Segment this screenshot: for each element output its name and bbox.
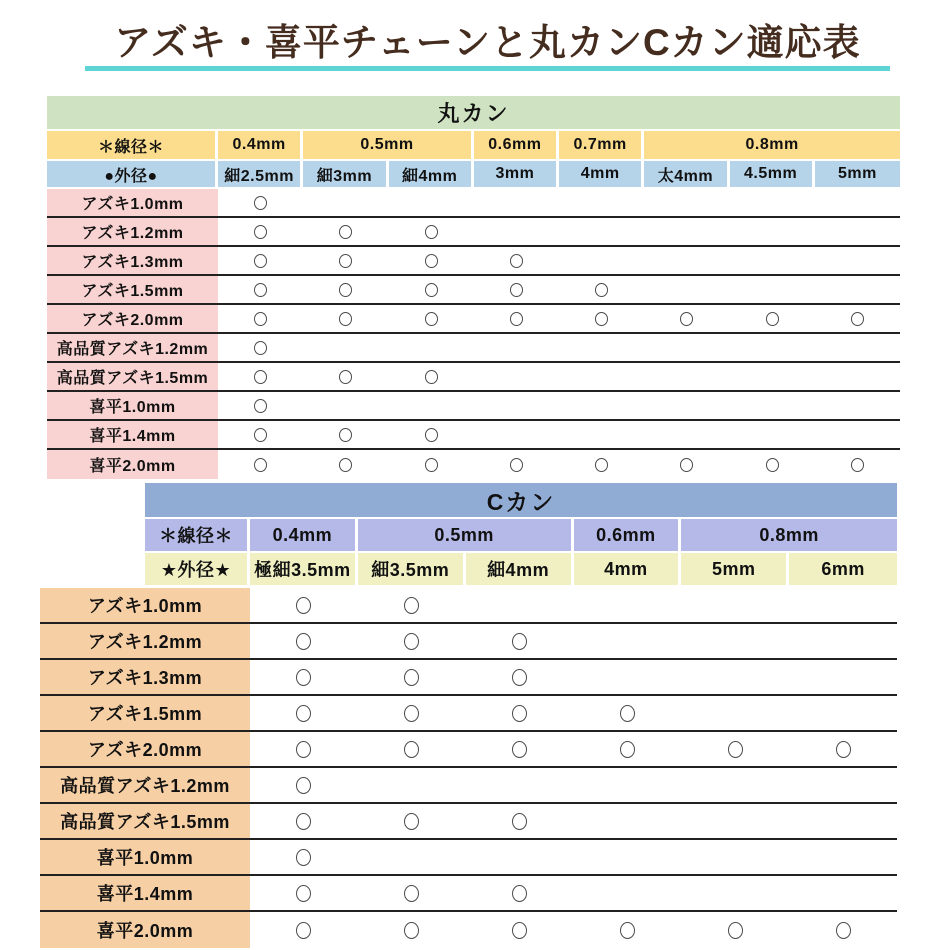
- mark-cell: [466, 732, 574, 766]
- row-label: 高品質アズキ1.5mm: [40, 804, 250, 838]
- compatible-circle-mark: [339, 458, 352, 472]
- mark-cell: [574, 588, 682, 622]
- mark-cell: [681, 840, 789, 874]
- mark-cell: [474, 305, 559, 332]
- mark-cell: [389, 276, 474, 303]
- mark-cell: [681, 624, 789, 658]
- compatible-circle-mark: [339, 225, 352, 239]
- compatible-circle-mark: [254, 399, 267, 413]
- table-row: [47, 218, 900, 247]
- mark-cell: [789, 660, 897, 694]
- mark-cell: [815, 305, 900, 332]
- mark-cell: [559, 363, 644, 390]
- page-title: アズキ・喜平チェーンと丸カンCカン適応表: [114, 22, 861, 63]
- wire-diameter-header: ＊線径＊: [47, 131, 215, 159]
- mark-cell: [789, 768, 897, 802]
- table-row: [47, 334, 900, 363]
- mark-cell: [559, 334, 644, 361]
- mark-cell: [474, 363, 559, 390]
- mark-cell: [789, 588, 897, 622]
- compatible-circle-mark: [512, 633, 527, 650]
- row-label: アズキ1.5mm: [40, 696, 250, 730]
- compatible-circle-mark: [766, 458, 779, 472]
- table-row: [40, 804, 897, 840]
- compatible-circle-mark: [296, 849, 311, 866]
- wire-diameter-value: 0.4mm: [218, 131, 300, 159]
- mark-cell: [789, 696, 897, 730]
- mark-cell: [250, 768, 358, 802]
- mark-cell: [218, 334, 303, 361]
- mark-cell: [559, 247, 644, 274]
- compatible-circle-mark: [296, 813, 311, 830]
- compatible-circle-mark: [404, 885, 419, 902]
- compatible-circle-mark: [296, 741, 311, 758]
- compatible-circle-mark: [425, 225, 438, 239]
- mark-cell: [815, 189, 900, 216]
- row-label: 喜平1.4mm: [40, 876, 250, 910]
- mark-cell: [466, 912, 574, 948]
- ckan-table-header: [145, 483, 897, 587]
- row-label: アズキ1.2mm: [40, 624, 250, 658]
- wire-diameter-value: 0.5mm: [303, 131, 471, 159]
- compatible-circle-mark: [680, 458, 693, 472]
- mark-cell: [303, 276, 388, 303]
- compatible-circle-mark: [339, 428, 352, 442]
- mark-cell: [574, 660, 682, 694]
- wire-diameter-header: ＊線径＊: [145, 519, 247, 551]
- compatible-circle-mark: [510, 254, 523, 268]
- mark-cell: [730, 363, 815, 390]
- row-label: アズキ1.3mm: [47, 247, 218, 274]
- outer-diameter-value: 細4mm: [389, 161, 471, 187]
- mark-cell: [466, 624, 574, 658]
- mark-cell: [644, 305, 729, 332]
- ckan-table-body: [40, 588, 897, 948]
- wire-diameter-value: 0.5mm: [358, 519, 571, 551]
- ckan-table-title: Cカン: [145, 483, 897, 517]
- ckan-wire-diameter-row: [145, 519, 897, 551]
- compatible-circle-mark: [836, 741, 851, 758]
- row-label: アズキ1.3mm: [40, 660, 250, 694]
- mark-cell: [815, 392, 900, 419]
- mark-cell: [815, 363, 900, 390]
- mark-cell: [250, 912, 358, 948]
- outer-diameter-value: 太4mm: [644, 161, 726, 187]
- row-label: アズキ1.5mm: [47, 276, 218, 303]
- table-row: [47, 276, 900, 305]
- compatible-circle-mark: [512, 885, 527, 902]
- mark-cell: [358, 624, 466, 658]
- mark-cell: [681, 876, 789, 910]
- mark-cell: [681, 912, 789, 948]
- outer-diameter-value: 極細3.5mm: [250, 553, 355, 585]
- mark-cell: [681, 696, 789, 730]
- mark-cell: [389, 421, 474, 448]
- mark-cell: [389, 450, 474, 479]
- mark-cell: [681, 804, 789, 838]
- compatible-circle-mark: [512, 669, 527, 686]
- mark-cell: [303, 363, 388, 390]
- mark-cell: [250, 588, 358, 622]
- mark-cell: [474, 218, 559, 245]
- table-row: [40, 876, 897, 912]
- mark-cell: [815, 334, 900, 361]
- compatible-circle-mark: [296, 922, 311, 939]
- compatible-circle-mark: [296, 669, 311, 686]
- compatible-circle-mark: [296, 777, 311, 794]
- mark-cell: [250, 804, 358, 838]
- compatible-circle-mark: [339, 312, 352, 326]
- mark-cell: [644, 421, 729, 448]
- mark-cell: [730, 305, 815, 332]
- marukan-table: [47, 96, 900, 479]
- compatible-circle-mark: [425, 283, 438, 297]
- mark-cell: [466, 840, 574, 874]
- compatible-circle-mark: [595, 283, 608, 297]
- marukan-outer-diameter-row: [47, 161, 900, 187]
- mark-cell: [389, 189, 474, 216]
- compatible-circle-mark: [296, 597, 311, 614]
- table-row: [47, 189, 900, 218]
- row-label: 喜平2.0mm: [47, 450, 218, 479]
- mark-cell: [789, 840, 897, 874]
- compatible-circle-mark: [296, 633, 311, 650]
- table-row: [40, 660, 897, 696]
- mark-cell: [559, 189, 644, 216]
- mark-cell: [730, 392, 815, 419]
- compatible-circle-mark: [680, 312, 693, 326]
- mark-cell: [358, 804, 466, 838]
- outer-diameter-header: ●外径●: [47, 161, 215, 187]
- outer-diameter-value: 細2.5mm: [218, 161, 300, 187]
- row-label: アズキ1.0mm: [40, 588, 250, 622]
- compatible-circle-mark: [425, 370, 438, 384]
- mark-cell: [474, 450, 559, 479]
- mark-cell: [303, 189, 388, 216]
- outer-diameter-value: 細4mm: [466, 553, 571, 585]
- compatible-circle-mark: [404, 597, 419, 614]
- compatible-circle-mark: [404, 813, 419, 830]
- table-row: [40, 588, 897, 624]
- compatible-circle-mark: [404, 669, 419, 686]
- outer-diameter-value: 6mm: [789, 553, 897, 585]
- wire-diameter-value: 0.6mm: [474, 131, 556, 159]
- compatible-circle-mark: [404, 922, 419, 939]
- mark-cell: [644, 450, 729, 479]
- row-label: 高品質アズキ1.2mm: [40, 768, 250, 802]
- compatible-circle-mark: [296, 885, 311, 902]
- mark-cell: [358, 912, 466, 948]
- mark-cell: [358, 768, 466, 802]
- mark-cell: [303, 334, 388, 361]
- mark-cell: [303, 247, 388, 274]
- mark-cell: [681, 732, 789, 766]
- mark-cell: [303, 450, 388, 479]
- mark-cell: [789, 804, 897, 838]
- compatible-circle-mark: [728, 741, 743, 758]
- mark-cell: [574, 840, 682, 874]
- outer-diameter-value: 4.5mm: [730, 161, 812, 187]
- compatible-circle-mark: [620, 922, 635, 939]
- outer-diameter-value: 細3mm: [303, 161, 385, 187]
- row-label: 喜平1.4mm: [47, 421, 218, 448]
- mark-cell: [218, 421, 303, 448]
- mark-cell: [730, 450, 815, 479]
- mark-cell: [730, 276, 815, 303]
- outer-diameter-header: ★外径★: [145, 553, 247, 585]
- mark-cell: [474, 392, 559, 419]
- mark-cell: [389, 334, 474, 361]
- mark-cell: [681, 768, 789, 802]
- mark-cell: [644, 247, 729, 274]
- compatible-circle-mark: [512, 705, 527, 722]
- mark-cell: [815, 218, 900, 245]
- outer-diameter-value: 4mm: [574, 553, 679, 585]
- mark-cell: [815, 450, 900, 479]
- mark-cell: [218, 247, 303, 274]
- compatible-circle-mark: [766, 312, 779, 326]
- row-label: 喜平2.0mm: [40, 912, 250, 948]
- compatible-circle-mark: [425, 428, 438, 442]
- mark-cell: [466, 768, 574, 802]
- compatible-circle-mark: [595, 458, 608, 472]
- mark-cell: [250, 660, 358, 694]
- mark-cell: [218, 392, 303, 419]
- wire-diameter-value: 0.7mm: [559, 131, 641, 159]
- mark-cell: [730, 189, 815, 216]
- compatible-circle-mark: [254, 283, 267, 297]
- compatible-circle-mark: [254, 312, 267, 326]
- compatible-circle-mark: [851, 312, 864, 326]
- mark-cell: [559, 421, 644, 448]
- compatible-circle-mark: [339, 283, 352, 297]
- compatible-circle-mark: [339, 254, 352, 268]
- mark-cell: [559, 276, 644, 303]
- compatible-circle-mark: [836, 922, 851, 939]
- mark-cell: [644, 189, 729, 216]
- row-label: アズキ2.0mm: [47, 305, 218, 332]
- mark-cell: [218, 189, 303, 216]
- mark-cell: [644, 392, 729, 419]
- mark-cell: [559, 305, 644, 332]
- mark-cell: [466, 804, 574, 838]
- mark-cell: [730, 218, 815, 245]
- mark-cell: [389, 247, 474, 274]
- mark-cell: [218, 218, 303, 245]
- title-underline: [85, 66, 890, 71]
- compatible-circle-mark: [620, 705, 635, 722]
- mark-cell: [574, 624, 682, 658]
- table-row: [40, 768, 897, 804]
- mark-cell: [218, 363, 303, 390]
- mark-cell: [474, 334, 559, 361]
- compatible-circle-mark: [254, 370, 267, 384]
- mark-cell: [730, 421, 815, 448]
- mark-cell: [815, 247, 900, 274]
- table-row: [47, 421, 900, 450]
- compatible-circle-mark: [254, 225, 267, 239]
- compatible-circle-mark: [425, 312, 438, 326]
- mark-cell: [730, 334, 815, 361]
- marukan-wire-diameter-row: [47, 131, 900, 159]
- table-row: [47, 363, 900, 392]
- table-row: [40, 624, 897, 660]
- row-label: アズキ2.0mm: [40, 732, 250, 766]
- mark-cell: [559, 450, 644, 479]
- compatible-circle-mark: [512, 922, 527, 939]
- mark-cell: [644, 334, 729, 361]
- mark-cell: [474, 421, 559, 448]
- table-row: [40, 840, 897, 876]
- mark-cell: [389, 392, 474, 419]
- compatible-circle-mark: [510, 283, 523, 297]
- table-row: [47, 450, 900, 479]
- mark-cell: [559, 392, 644, 419]
- compatible-circle-mark: [404, 741, 419, 758]
- compatible-circle-mark: [254, 458, 267, 472]
- wire-diameter-value: 0.8mm: [644, 131, 900, 159]
- wire-diameter-value: 0.8mm: [681, 519, 897, 551]
- outer-diameter-value: 4mm: [559, 161, 641, 187]
- mark-cell: [250, 840, 358, 874]
- mark-cell: [358, 696, 466, 730]
- mark-cell: [389, 218, 474, 245]
- compatible-circle-mark: [728, 922, 743, 939]
- mark-cell: [218, 305, 303, 332]
- mark-cell: [789, 732, 897, 766]
- mark-cell: [303, 218, 388, 245]
- mark-cell: [681, 588, 789, 622]
- table-row: [40, 912, 897, 948]
- mark-cell: [250, 732, 358, 766]
- compatible-circle-mark: [425, 458, 438, 472]
- wire-diameter-value: 0.6mm: [574, 519, 679, 551]
- compatible-circle-mark: [296, 705, 311, 722]
- mark-cell: [574, 876, 682, 910]
- mark-cell: [466, 588, 574, 622]
- row-label: 喜平1.0mm: [40, 840, 250, 874]
- mark-cell: [358, 876, 466, 910]
- compatible-circle-mark: [851, 458, 864, 472]
- compatible-circle-mark: [512, 741, 527, 758]
- marukan-table-body: [47, 189, 900, 479]
- outer-diameter-value: 細3.5mm: [358, 553, 463, 585]
- mark-cell: [250, 696, 358, 730]
- mark-cell: [466, 660, 574, 694]
- compatible-circle-mark: [595, 312, 608, 326]
- mark-cell: [218, 276, 303, 303]
- table-row: [40, 696, 897, 732]
- mark-cell: [574, 696, 682, 730]
- table-row: [47, 247, 900, 276]
- compatible-circle-mark: [512, 813, 527, 830]
- mark-cell: [815, 421, 900, 448]
- mark-cell: [218, 450, 303, 479]
- row-label: 高品質アズキ1.5mm: [47, 363, 218, 390]
- mark-cell: [644, 276, 729, 303]
- row-label: アズキ1.2mm: [47, 218, 218, 245]
- compatible-circle-mark: [339, 370, 352, 384]
- mark-cell: [474, 276, 559, 303]
- compatible-circle-mark: [404, 633, 419, 650]
- mark-cell: [303, 305, 388, 332]
- row-label: 高品質アズキ1.2mm: [47, 334, 218, 361]
- ckan-outer-diameter-row: [145, 553, 897, 585]
- mark-cell: [789, 624, 897, 658]
- table-row: [40, 732, 897, 768]
- mark-cell: [389, 305, 474, 332]
- mark-cell: [789, 876, 897, 910]
- outer-diameter-value: 5mm: [681, 553, 786, 585]
- mark-cell: [574, 768, 682, 802]
- mark-cell: [250, 876, 358, 910]
- row-label: アズキ1.0mm: [47, 189, 218, 216]
- mark-cell: [474, 189, 559, 216]
- mark-cell: [303, 421, 388, 448]
- mark-cell: [466, 696, 574, 730]
- compatible-circle-mark: [254, 341, 267, 355]
- mark-cell: [815, 276, 900, 303]
- compatible-circle-mark: [620, 741, 635, 758]
- compatible-circle-mark: [254, 254, 267, 268]
- mark-cell: [466, 876, 574, 910]
- compatible-circle-mark: [404, 705, 419, 722]
- outer-diameter-value: 5mm: [815, 161, 900, 187]
- mark-cell: [644, 218, 729, 245]
- mark-cell: [389, 363, 474, 390]
- compatible-circle-mark: [510, 458, 523, 472]
- mark-cell: [574, 912, 682, 948]
- mark-cell: [303, 392, 388, 419]
- wire-diameter-value: 0.4mm: [250, 519, 355, 551]
- compatible-circle-mark: [254, 196, 267, 210]
- compatible-circle-mark: [425, 254, 438, 268]
- mark-cell: [681, 660, 789, 694]
- marukan-table-title: 丸カン: [47, 96, 900, 129]
- outer-diameter-value: 3mm: [474, 161, 556, 187]
- mark-cell: [559, 218, 644, 245]
- mark-cell: [644, 363, 729, 390]
- compatible-circle-mark: [510, 312, 523, 326]
- mark-cell: [574, 804, 682, 838]
- mark-cell: [358, 660, 466, 694]
- mark-cell: [574, 732, 682, 766]
- mark-cell: [250, 624, 358, 658]
- mark-cell: [358, 732, 466, 766]
- mark-cell: [358, 588, 466, 622]
- row-label: 喜平1.0mm: [47, 392, 218, 419]
- compatible-circle-mark: [254, 428, 267, 442]
- mark-cell: [474, 247, 559, 274]
- mark-cell: [730, 247, 815, 274]
- table-row: [47, 305, 900, 334]
- table-row: [47, 392, 900, 421]
- mark-cell: [358, 840, 466, 874]
- mark-cell: [789, 912, 897, 948]
